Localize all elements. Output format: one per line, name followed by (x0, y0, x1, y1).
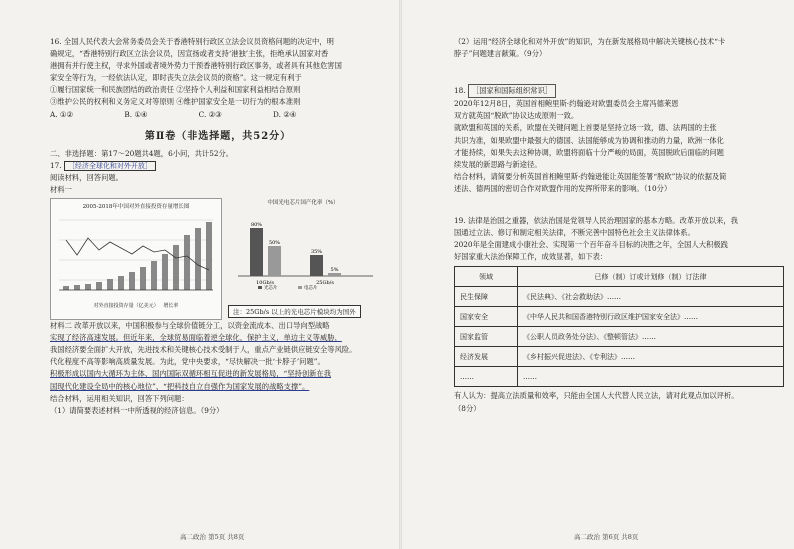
table-cell: 国家监管 (455, 327, 518, 347)
table-cell: 《中华人民共和国香港特别行政区维护国家安全法》…… (518, 307, 784, 327)
q19-text: 法律是治国之重器，依法治国是党领导人民治理国家的基本方略。改革开放以来，我 (467, 216, 738, 226)
investment-chart (50, 198, 222, 320)
q17-title (50, 160, 386, 172)
table-header: 领域 (455, 267, 518, 287)
q16-item: ①履行国家统一和民族团结的政治责任 ②坚持个人利益和国家利益相结合原则 (50, 85, 301, 95)
page-fold (399, 0, 402, 549)
chip-bar-label: 5% (330, 267, 339, 274)
chip-bar-label: 80% (250, 222, 263, 229)
answer-space (454, 60, 764, 84)
q18-line: 结合材料，请简要分析英国首相鲍里斯·约翰逊能让英国能签署“脱欧”协议的依据及简 (454, 171, 727, 181)
chart2-title: 中国光电芯片国产化率（%） (267, 200, 339, 207)
q16-options (50, 109, 386, 121)
table-cell: 国家安全 (455, 307, 518, 327)
q17-intro: 阅读材料，回答问题。 (50, 172, 123, 182)
answer-prompt: 结合材料，运用相关知识，回答下列问题： (50, 393, 189, 403)
material2-line: 材料二 改革开放以来，中国积极参与全球价值链分工，以资金流成本、出口导向型战略 (50, 321, 330, 331)
material2-line: 实现了经济高速发展。但近年来，全球贸易面临着逆全球化，保护主义，单边主义等威胁， (50, 333, 342, 343)
q16-item: ③维护公民的权利和义务定义对等原则 ④维护国家安全是一切行为的根本准则 (50, 97, 301, 107)
q18-label: 18. (454, 86, 466, 96)
material1-label: 材料一 (50, 184, 72, 194)
chip-bar (310, 255, 323, 276)
chip-legend-label: 电芯片 (304, 286, 318, 291)
chip-bar-label: 35% (310, 249, 323, 256)
q19-line: 好国家重大法治保障工作，成效显著，如下表： (454, 252, 608, 262)
table-cell: 《公职人员政务处分法》、《整顿管法》…… (518, 327, 784, 347)
q16-line: 港拥有并行使主权，寻求外国或者境外势力干预香港特别行政区事务，或者具有其他危害国 (50, 61, 342, 71)
chip-category-label: 25Gb/s (316, 280, 334, 287)
right-footer: 高二政治 第6页 共8页 (574, 533, 639, 541)
q18-line: 述法、德两国的密切合作对欧盟作用的发挥所带来的影响。（10分） (454, 183, 672, 193)
chart1-legend-rate: 增长率 (163, 303, 179, 310)
material2-line: 我国经济要全面扩大开放，先进技术和关键核心技术受制于人，重点产业链供应链安全等风险。 (50, 345, 357, 355)
option-b: B. ①④ (124, 109, 148, 119)
table-cell: …… (518, 367, 784, 387)
q17-label: 17. (50, 160, 62, 170)
material1-figures (50, 198, 386, 320)
q18-line: 双方就英国“脱欧”协议达成原则一致。 (454, 111, 579, 121)
table-cell: …… (455, 367, 518, 387)
chart1-title: 2005-2018年中国对外直接投资存量增长图 (82, 204, 190, 211)
q19-score: （8分） (454, 403, 481, 413)
q18-line: 续发展的新思路与新途径。 (454, 159, 542, 169)
q19-line: 2020年是全面建成小康社会、实现第一个百年奋斗目标的决胜之年，全国人大积极践 (454, 240, 728, 250)
table-cell: 经济发展 (455, 347, 518, 367)
table-row (455, 327, 784, 347)
q18-line: 共识为准，如果欧盟中最强大的德国、法国能够成为协调和推动的力量，欧洲一体化 (454, 135, 724, 145)
q18-line: 就欧盟和英国的关系，欧盟在关键问题上首要是坚持立场一致，德、法两国的主张 (454, 123, 717, 133)
section-title: 第Ⅱ卷（非选择题，共52分） (144, 130, 292, 142)
q16-line: 确规定，“香港特别行政区立法会议员，因宣扬或者支持‘港独’主张，拒绝承认国家对香 (50, 49, 329, 59)
table-row (455, 347, 784, 367)
chart1-legend-stock: 对外直接投资存量（亿美元） (93, 303, 159, 310)
chip-legend-swatch (258, 286, 262, 289)
q18-header: ［国家和国际组织常识］ (468, 84, 556, 98)
option-a: A. ①② (50, 109, 73, 119)
material2-line: 代化程度不高等影响高质量发展。为此，党中央要求，“尽快解决一批‘卡脖子’问题”。 (50, 357, 325, 367)
q19-label: 19. (454, 216, 466, 226)
q19-line: 国通过立法、修订和制定相关法律，不断完善中国特色社会主义法律体系。 (454, 228, 695, 238)
section-intro: 二、非选择题：第17～20题共4题，6小问，共计52分。 (50, 148, 234, 158)
option-c: C. ②③ (198, 109, 222, 119)
q17-sub2-line: 脖子”问题建言献策。（9分） (454, 49, 547, 59)
table-cell: 《民法典》、《社会救助法》…… (518, 287, 784, 307)
q17-sub2-line: （2）运用“经济全球化和对外开放”的知识，为在新发展格局中解决关键核心技术“卡 (454, 37, 726, 46)
chip-chart (228, 198, 378, 318)
q18-title (454, 84, 764, 98)
q16-line: 16. 全国人民代表大会常务委员会关于香港特别行政区立法会议员资格问题的决定中，明 (50, 37, 334, 46)
chart1-legend (51, 302, 221, 309)
left-footer: 高二政治 第5页 共8页 (180, 533, 245, 541)
chart2-plot (228, 206, 378, 290)
material2-line: 国现代化建设全局中的核心地位”、“把科技自立自强作为国家发展的战略支撑”。 (50, 381, 310, 391)
q17-sub1: （1）请简要表述材料一中所透视的经济信息。（9分） (50, 405, 224, 415)
chart1-plot (51, 210, 219, 298)
chip-bar (328, 273, 341, 276)
option-d: D. ②④ (272, 109, 297, 119)
q17-header: ［经济全球化和对外开放］ (64, 161, 156, 171)
q19-question: 有人认为：提高立法质量和效率，只能由全国人大代替人民立法，请对此观点加以评析。 (454, 391, 739, 401)
chip-bar (268, 246, 281, 276)
q18-line: 2020年12月8日，英国首相鲍里斯·约翰逊对欧盟委员会主席冯德莱恩 (454, 99, 679, 109)
q18-line: 才能持续，如果失去这种协调，欧盟将面临十分严峻的局面，英国脱欧后面临的问题 (454, 147, 724, 157)
chip-legend-label: 光芯片 (264, 286, 278, 291)
answer-space (454, 195, 764, 215)
material2-line: 积极形成以国内大循环为主体、国内国际双循环相互促进的新发展格局，“坚持创新在我 (50, 369, 332, 379)
q16-line: 家安全等行为，一经依法认定，即时丧失立法会议员的资格”。这一规定有利于 (50, 73, 302, 83)
table-row (455, 307, 784, 327)
table-cell: 《乡村振兴促进法》、《专利法》…… (518, 347, 784, 367)
right-page (404, 0, 794, 549)
chart-note: 注：25Gb/s 以上的光电芯片模块均为国外 (228, 305, 361, 318)
table-row (455, 287, 784, 307)
table-header: 已修（制）订或计划修（制）订法律 (518, 267, 784, 287)
chip-bar (250, 228, 263, 276)
chip-bar-label: 50% (268, 240, 281, 247)
q19-line-first (454, 215, 764, 227)
table-cell: 民生保障 (455, 287, 518, 307)
table-row (455, 367, 784, 387)
table-header-row (455, 267, 784, 287)
chip-legend-swatch (298, 286, 302, 289)
law-table (454, 266, 784, 387)
chip-category-label: 10Gb/s (256, 280, 274, 287)
